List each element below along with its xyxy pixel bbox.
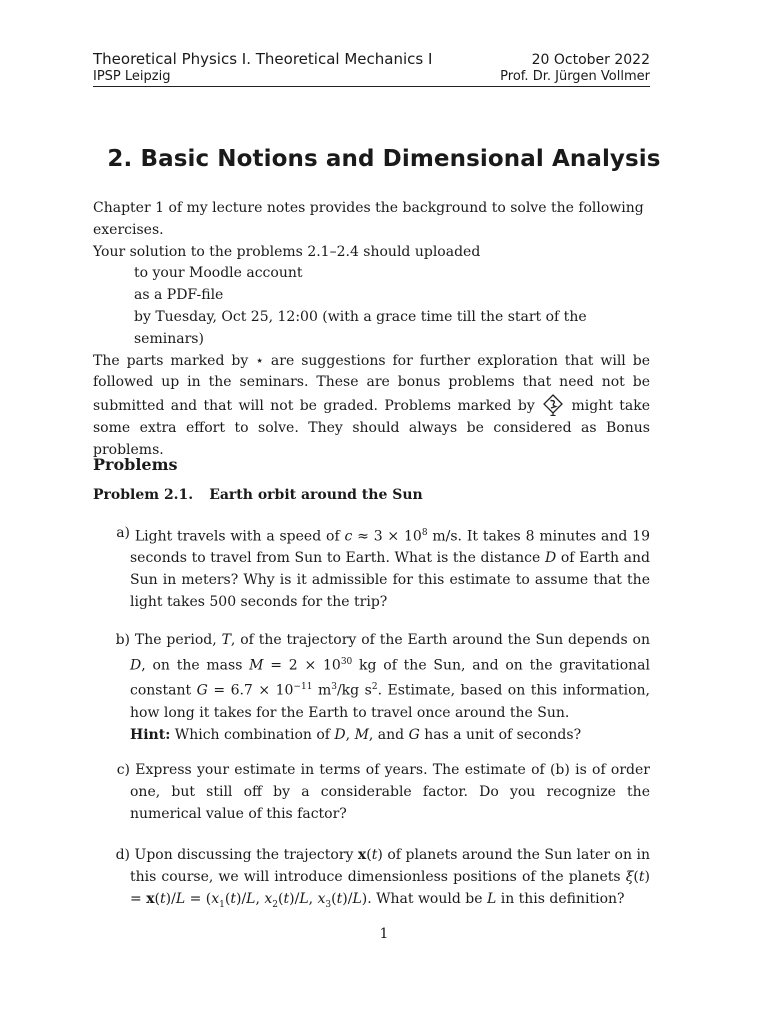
page-header: [93, 50, 650, 84]
problem-part: [93, 523, 650, 614]
part-label: a): [116, 525, 130, 541]
bonus-text: might take some extra effort to solve. They should always be considered as Bonus problems.: [93, 398, 650, 458]
problem-name: Earth orbit around the Sun: [209, 487, 423, 503]
problem-part: [93, 630, 650, 746]
part-text: The period, T, of the trajectory of the Earth around the Sun depends on D, on the mass $M = 2 \times 10^{30}$ kg of the Sun, and on the gravitational constant $G = 6.7 \times 10^{-11}$ $m^3/kg$ $s^2$. Estimate, based on this information, how long it takes for the Earth to travel once around the Sun. Hint: Which combination of D, M, and G has a unit of seconds?: [130, 632, 651, 743]
problem-number: Problem 2.1.: [93, 487, 194, 503]
page-number: 1: [379, 926, 389, 942]
part-label: b): [115, 632, 130, 648]
problem-part: [93, 845, 650, 916]
dangerous-bend-icon: [543, 394, 563, 416]
header-rule: [93, 86, 650, 87]
intro-text: [93, 198, 650, 462]
part-label: c): [116, 762, 130, 778]
submission-item: as a PDF-file: [134, 287, 224, 304]
intro-line: Your solution to the problems 2.1–2.4 should uploaded: [93, 243, 481, 260]
part-text: Upon discussing the trajectory x(t) of planets around the Sun later on in this course, we will introduce dimensionless positions of the planets $\xi(t) = x(t)/L = (x_1(t)/L$, $x_2(t)/L$, $x_3(t)/L$). What would be L in this definition?: [130, 847, 650, 910]
part-text: Express your estimate in terms of years. The estimate of (b) is of order one, but still off by a considerable factor. Do you recognize the numerical value of this factor?: [130, 762, 650, 822]
submission-item: to your Moodle account: [134, 265, 303, 282]
professor-name: Prof. Dr. Jürgen Vollmer: [500, 69, 650, 84]
course-title: Theoretical Physics I. Theoretical Mechanics I: [93, 50, 433, 68]
problem-title: [93, 487, 423, 503]
section-heading: Problems: [93, 455, 178, 474]
bonus-text: The parts marked by ⋆ are suggestions for further exploration that will be followed up in the seminars. These are bonus problems that need not be submitted and that will not be graded. Problems marked by: [93, 352, 650, 415]
intro-line: Chapter 1 of my lecture notes provides the background to solve the following exercises.: [93, 200, 644, 238]
submission-item: by Tuesday, Oct 25, 12:00 (with a grace time till the start of the seminars): [134, 308, 587, 347]
sheet-title: 2. Basic Notions and Dimensional Analysis: [107, 146, 661, 172]
sheet-date: 20 October 2022: [531, 52, 650, 68]
hint-label: Hint:: [130, 726, 171, 743]
part-text: Light travels with a speed of $c \approx 3 \times 10^8$ m/s. It takes 8 minutes and 19 seconds to travel from Sun to Earth. What is the distance D of Earth and Sun in meters? Why is it admissible for this estimate to assume that the light takes 500 seconds for the trip?: [130, 528, 651, 611]
problem-part: [93, 760, 650, 825]
bonus-paragraph: [93, 351, 650, 462]
institute-name: IPSP Leipzig: [93, 69, 171, 84]
part-label: d): [115, 847, 130, 863]
